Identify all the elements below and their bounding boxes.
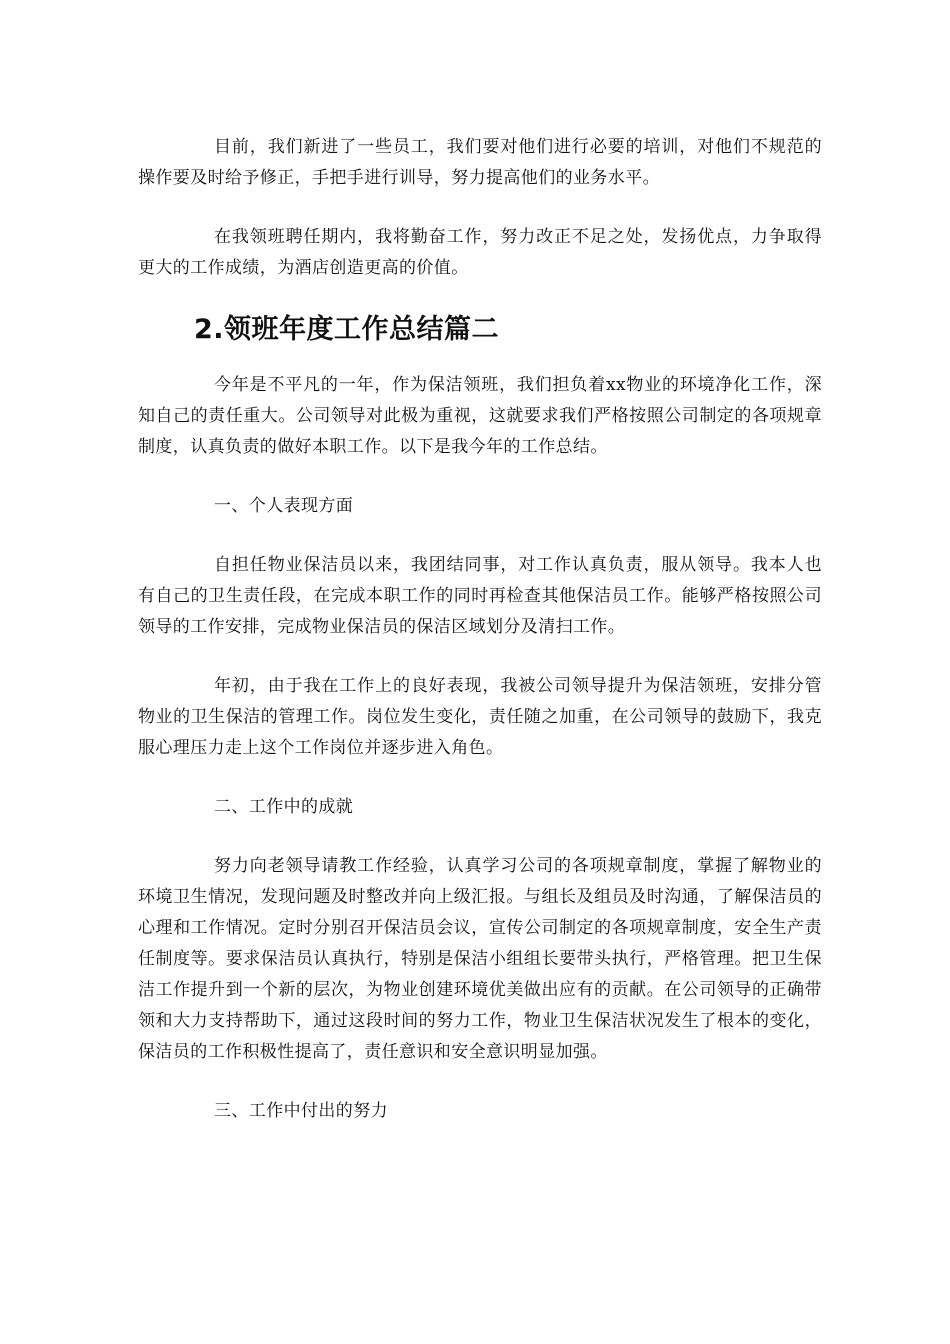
- paragraph-year-intro: 今年是不平凡的一年，作为保洁领班，我们担负着xx物业的环境净化工作，深知自己的责任重大。公司领导对此极为重视，这就要求我们严格按照公司制定的各项规章制度，认真负责的做好本职工作。以下是我今年的工作总结。: [138, 375, 822, 457]
- paragraph-achievements: 努力向老领导请教工作经验，认真学习公司的各项规章制度，掌握了解物业的环境卫生情况，发现问题及时整改并向上级汇报。与组长及组员及时沟通，了解保洁员的心理和工作情况。定时分别召开保洁员会议，宣传公司制定的各项规章制度，安全生产责任制度等。要求保洁员认真执行，特别是保洁小组组长要带头执行，严格管理。把卫生保洁工作提升到一个新的层次，为物业创建环境优美做出应有的贡献。在公司领导的正确带领和大力支持帮助下，通过这段时间的努力工作，物业卫生保洁状况发生了根本的变化，保洁员的工作积极性提高了，责任意识和安全意识明显加强。: [138, 856, 822, 1062]
- subheading-efforts: 三、工作中付出的努力: [214, 1101, 388, 1121]
- paragraph-tenure-commitment: 在我领班聘任期内，我将勤奋工作，努力改正不足之处，发扬优点，力争取得更大的工作成绩，为酒店创造更高的价值。: [138, 227, 822, 278]
- paragraph-promotion: 年初，由于我在工作上的良好表现，我被公司领导提升为保洁领班，安排分管物业的卫生保洁的管理工作。岗位发生变化，责任随之加重，在公司领导的鼓励下，我克服心理压力走上这个工作岗位并逐步进入角色。: [138, 676, 822, 758]
- subheading-personal-performance: 一、个人表现方面: [214, 496, 354, 516]
- paragraph-new-staff-training: 目前，我们新进了一些员工，我们要对他们进行必要的培训，对他们不规范的操作要及时给予修正，手把手进行训导，努力提高他们的业务水平。: [138, 137, 822, 188]
- document-page: [138, 132, 822, 1127]
- subheading-achievements: 二、工作中的成就: [214, 797, 354, 817]
- paragraph-personal-performance: 自担任物业保洁员以来，我团结同事，对工作认真负责，服从领导。我本人也有自己的卫生责任段，在完成本职工作的同时再检查其他保洁员工作。能够严格按照公司领导的工作安排，完成物业保洁员的保洁区域划分及清扫工作。: [138, 555, 822, 637]
- section-title: 2.领班年度工作总结篇二: [194, 314, 500, 345]
